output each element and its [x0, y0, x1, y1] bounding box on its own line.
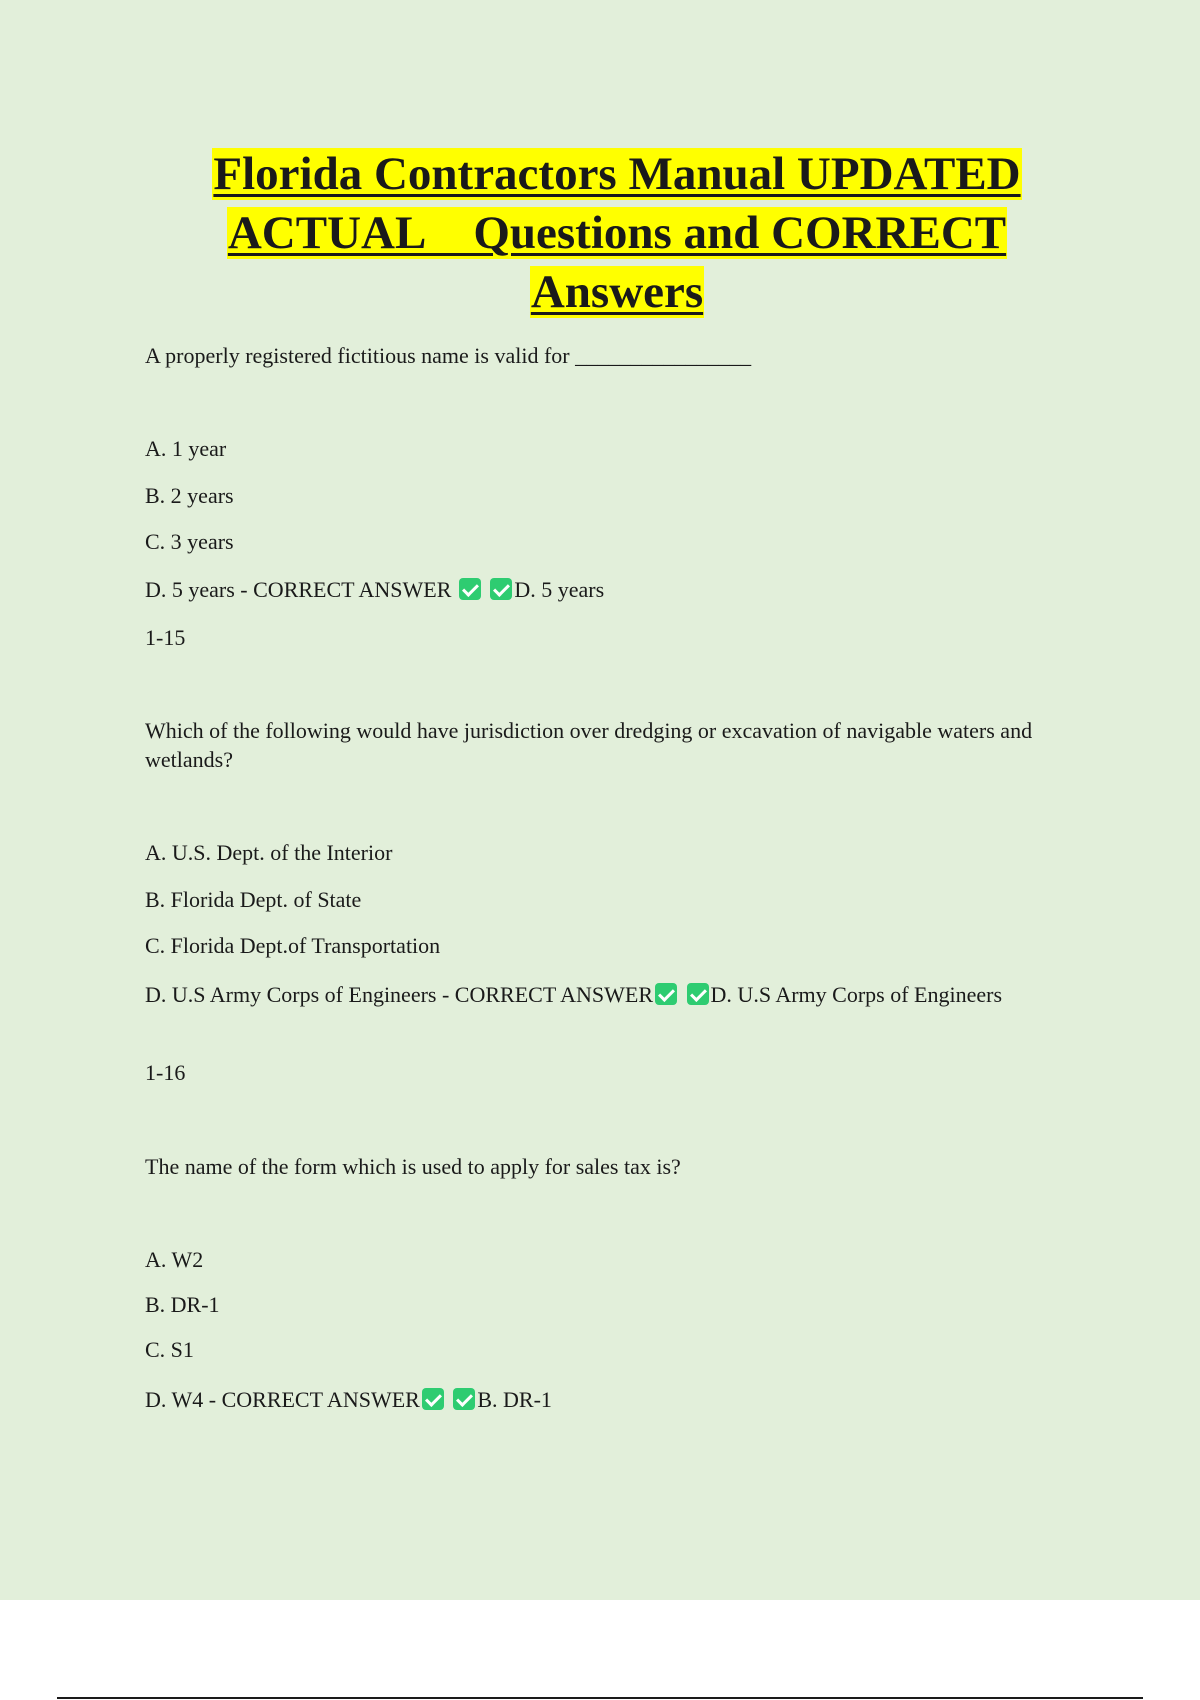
question-3-option-b: B. DR-1	[145, 1292, 220, 1317]
question-1-reference: 1-15	[145, 625, 186, 650]
question-3-prompt: The name of the form which is used to apply for sales tax is?	[145, 1154, 681, 1179]
question-2-reference: 1-16	[145, 1060, 186, 1085]
answer-suffix: D. U.S Army Corps of Engineers	[710, 982, 1003, 1007]
answer-prefix: D. 5 years - CORRECT ANSWER	[145, 577, 452, 602]
question-2-option-a: A. U.S. Dept. of the Interior	[145, 840, 393, 865]
question-2-option-b: B. Florida Dept. of State	[145, 887, 362, 912]
footer-divider	[57, 1697, 1143, 1699]
answer-suffix: D. 5 years	[514, 577, 605, 602]
title-line-2: ACTUAL Questions and CORRECT	[227, 207, 1007, 259]
question-3-option-c: C. S1	[145, 1337, 194, 1362]
question-3-option-a: A. W2	[145, 1247, 204, 1272]
answer-prefix: D. U.S Army Corps of Engineers - CORRECT ANSWER	[145, 982, 654, 1007]
title-line-1: Florida Contractors Manual UPDATED	[213, 148, 1021, 200]
check-mark-icon	[687, 983, 709, 1005]
question-2-prompt: Which of the following would have jurisdiction over dredging or excavation of navigable waters and wetlands?	[145, 718, 1033, 772]
question-1-option-c: C. 3 years	[145, 529, 234, 554]
answer-prefix: D. W4 - CORRECT ANSWER	[145, 1387, 420, 1412]
question-1-option-b: B. 2 years	[145, 483, 234, 508]
question-1-prompt: A properly registered fictitious name is valid for ________________	[145, 343, 752, 368]
check-mark-icon	[422, 1388, 444, 1410]
check-mark-icon	[655, 983, 677, 1005]
document-title	[100, 145, 1134, 322]
title-line-3: Answers	[530, 266, 704, 318]
check-mark-icon	[459, 578, 481, 600]
answer-suffix: B. DR-1	[477, 1387, 552, 1412]
question-3-answer	[145, 1385, 552, 1414]
check-mark-icon	[490, 578, 512, 600]
question-1-option-a: A. 1 year	[145, 436, 227, 461]
question-1-answer	[145, 575, 604, 604]
question-2-answer	[145, 980, 1015, 1009]
check-mark-icon	[453, 1388, 475, 1410]
question-2-option-c: C. Florida Dept.of Transportation	[145, 933, 441, 958]
